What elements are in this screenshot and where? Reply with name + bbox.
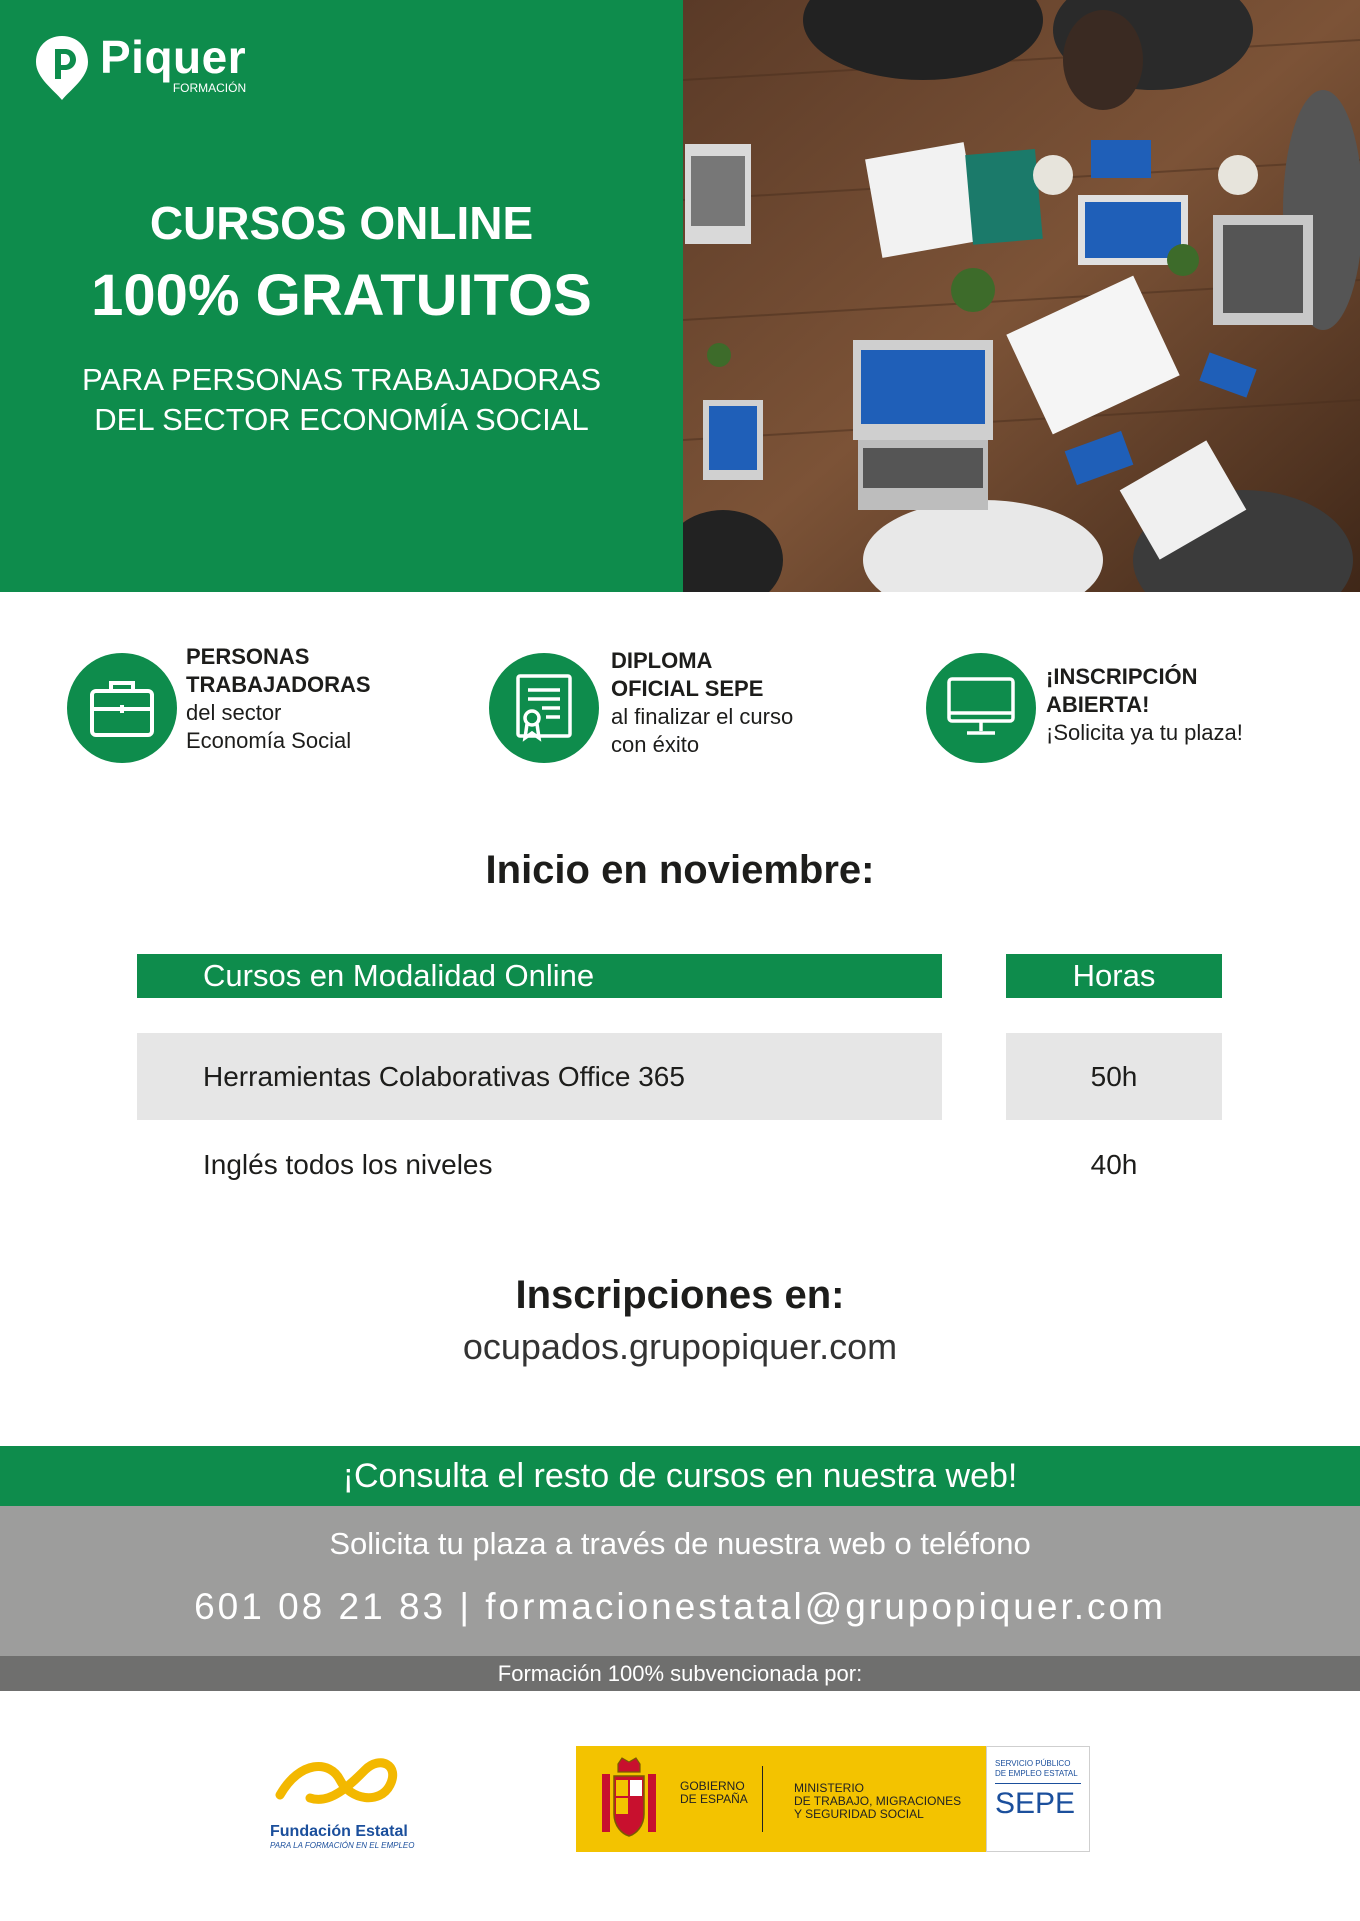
map-pin-logo-icon <box>34 34 90 102</box>
gov-divider <box>762 1766 763 1832</box>
ministerio-text <box>794 1782 961 1821</box>
contact-band <box>0 1506 1360 1656</box>
inscripciones-url-link[interactable]: ocupados.grupopiquer.com <box>462 1326 898 1367</box>
table-cell-course: Inglés todos los niveles <box>203 1149 493 1180</box>
table-cell-hours: 40h <box>1090 1149 1138 1180</box>
sepe-acronym: SEPE <box>995 1787 1076 1820</box>
contact-intro: Solicita tu plaza a través de nuestra web o teléfono <box>329 1526 1031 1561</box>
sepe-line1: SERVICIO PÚBLICO <box>995 1759 1071 1768</box>
feature-workers-title1: PERSONAS <box>186 644 310 669</box>
monitor-icon <box>926 653 1036 763</box>
fundacion-estatal-logo <box>270 1750 470 1860</box>
gobierno-line2: DE ESPAÑA <box>680 1792 748 1806</box>
fundacion-subtitle: PARA LA FORMACIÓN EN EL EMPLEO <box>270 1841 415 1850</box>
start-title: Inicio en noviembre: <box>485 848 875 892</box>
table-cell-course: Herramientas Colaborativas Office 365 <box>203 1061 685 1092</box>
hero-title-line2: 100% GRATUITOS <box>91 263 592 328</box>
ministerio-line3: Y SEGURIDAD SOCIAL <box>794 1807 924 1821</box>
feature-diploma-title1: DIPLOMA <box>611 648 713 673</box>
fundacion-infinity-icon <box>270 1750 470 1814</box>
table-header-course <box>137 954 942 998</box>
hero-subtitle-line2: DEL SECTOR ECONOMÍA SOCIAL <box>94 402 589 437</box>
feature-inscription-title2: ABIERTA! <box>1046 692 1150 717</box>
feature-inscription <box>1046 663 1243 747</box>
hero-subtitle <box>0 360 683 440</box>
feature-diploma-text1: al finalizar el curso <box>611 704 794 729</box>
inscripciones-title: Inscripciones en: <box>515 1273 845 1317</box>
feature-workers-text2: Economía Social <box>186 728 352 753</box>
sepe-divider <box>995 1783 1081 1784</box>
piquer-logo[interactable] <box>34 31 247 102</box>
table-header-course-label: Cursos en Modalidad Online <box>203 958 595 993</box>
feature-diploma <box>611 647 793 759</box>
gobierno-line1: GOBIERNO <box>680 1779 745 1793</box>
brand-name: Piquer <box>100 31 247 83</box>
feature-workers-text1: del sector <box>186 700 282 725</box>
subsidy-note: Formación 100% subvencionada por: <box>0 1656 1360 1691</box>
feature-diploma-title2: OFICIAL SEPE <box>611 676 764 701</box>
briefcase-icon <box>67 653 177 763</box>
gobierno-text <box>680 1780 748 1806</box>
feature-workers-title2: TRABAJADORAS <box>186 672 371 697</box>
brand-sub: FORMACIÓN <box>172 81 247 95</box>
certificate-icon <box>489 653 599 763</box>
hero-title-line1: CURSOS ONLINE <box>149 197 534 249</box>
gobierno-espana-logo <box>576 1746 986 1852</box>
feature-inscription-title1: ¡INSCRIPCIÓN <box>1046 664 1198 689</box>
table-header-hours <box>1006 954 1222 998</box>
sepe-line2: DE EMPLEO ESTATAL <box>995 1769 1078 1778</box>
hero-subtitle-line1: PARA PERSONAS TRABAJADORAS <box>81 362 602 397</box>
ministerio-line1: MINISTERIO <box>794 1781 865 1795</box>
feature-workers <box>186 643 371 755</box>
table-header-hours-label: Horas <box>1072 958 1156 993</box>
feature-inscription-text1: ¡Solicita ya tu plaza! <box>1046 720 1243 745</box>
table-cell-hours: 50h <box>1090 1061 1138 1092</box>
feature-diploma-text2: con éxito <box>611 732 700 757</box>
sepe-service-text <box>995 1759 1089 1779</box>
spain-coat-of-arms-icon <box>592 1756 666 1842</box>
hero-photo <box>683 0 1360 592</box>
fundacion-name: Fundación Estatal <box>270 1823 408 1840</box>
sepe-logo <box>986 1746 1090 1852</box>
web-courses-banner: ¡Consulta el resto de cursos en nuestra web! <box>0 1446 1360 1506</box>
ministerio-line2: DE TRABAJO, MIGRACIONES <box>794 1794 962 1808</box>
contact-phone-email[interactable]: 601 08 21 83 | formacionestatal@grupopiquer.com <box>194 1586 1166 1627</box>
